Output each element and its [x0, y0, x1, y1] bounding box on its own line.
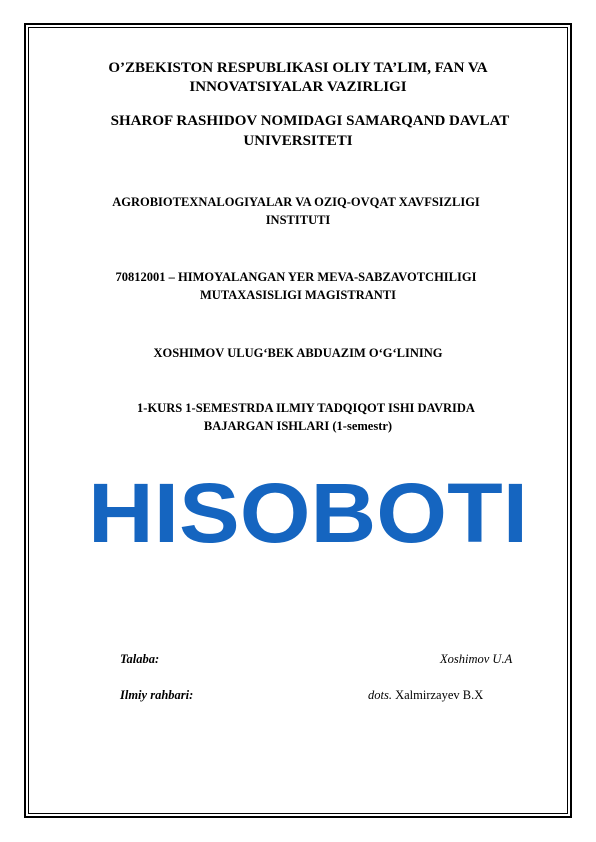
university-line-1: SHAROF RASHIDOV NOMIDAGI SAMARQAND DAVLAT	[110, 113, 510, 129]
institute-line-1: AGROBIOTEXNALOGIYALAR VA OZIQ-OVQAT XAVFSIZLIGI	[112, 195, 480, 209]
report-title	[86, 478, 530, 550]
program-line-2: MUTAXASISLIGI MAGISTRANTI	[200, 288, 396, 302]
advisor-label: Ilmiy rahbari:	[120, 688, 194, 702]
advisor-name: Xalmirzayev B.X	[395, 688, 484, 702]
ministry-line-2: INNOVATSIYALAR VAZIRLIGI	[189, 79, 407, 95]
course-line-2: BAJARGAN ISHLARI (1-semestr)	[203, 419, 393, 433]
student-label: Talaba:	[120, 652, 160, 666]
university-line-2: UNIVERSITETI	[243, 133, 353, 149]
report-title-text: HISOBOTI	[88, 478, 528, 550]
ministry-line-1: O’ZBEKISTON RESPUBLIKASI OLIY TA’LIM, FAN VA	[108, 60, 488, 76]
institute-line-2: INSTITUTI	[265, 213, 331, 227]
student-name-line: XOSHIMOV ULUG‘BEK ABDUAZIM O‘G‘LINING	[153, 346, 443, 360]
advisor-signature	[368, 688, 483, 703]
program-line-1: 70812001 – HIMOYALANGAN YER MEVA-SABZAVOTCHILIGI	[115, 270, 477, 284]
student-signature-name: Xoshimov U.A	[440, 652, 513, 666]
course-line-1: 1-KURS 1-SEMESTRDA ILMIY TADQIQOT ISHI DAVRIDA	[137, 401, 475, 415]
report-title-graphic	[86, 478, 530, 550]
advisor-title: dots.	[368, 688, 392, 702]
